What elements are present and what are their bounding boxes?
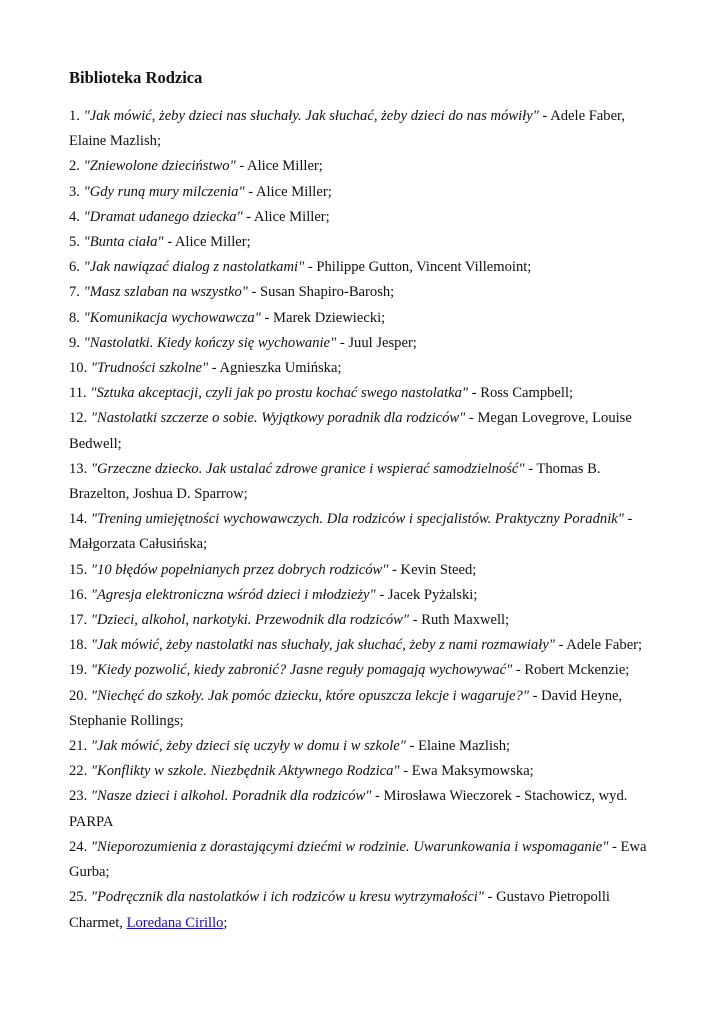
entry-number: 4.	[69, 208, 84, 225]
entry-number: 13.	[69, 460, 91, 477]
book-author: - Kevin Steed;	[388, 561, 477, 578]
entry-number: 14.	[69, 511, 91, 528]
book-title: "Nasze dzieci i alkohol. Poradnik dla rodziców"	[90, 788, 372, 805]
book-entry-16	[69, 583, 659, 608]
entry-number: 3.	[69, 183, 84, 200]
book-title: "Bunta ciała"	[83, 234, 164, 251]
book-author: - Agnieszka Umińska;	[208, 360, 342, 377]
book-entry-7	[69, 280, 659, 305]
book-title: "Niechęć do szkoły. Jak pomóc dziecku, które opuszcza lekcje i wagaruje?"	[90, 687, 529, 704]
entry-number: 12.	[69, 410, 91, 427]
book-entry-8	[69, 306, 659, 331]
book-author: - Philippe Gutton, Vincent Villemoint;	[304, 259, 532, 276]
book-entry-24	[69, 835, 659, 885]
book-entry-22	[69, 759, 659, 784]
book-entry-25	[69, 885, 659, 935]
book-author: - Robert Mckenzie;	[512, 662, 630, 679]
book-title: "Dzieci, alkohol, narkotyki. Przewodnik dla rodziców"	[90, 612, 410, 629]
book-title: "Jak mówić, żeby dzieci się uczyły w domu i w szkole"	[90, 738, 406, 755]
entry-number: 20.	[69, 687, 91, 704]
book-title: "Konflikty w szkole. Niezbędnik Aktywnego Rodzica"	[90, 763, 400, 780]
book-author: - Thomas B. Brazelton, Joshua D. Sparrow;	[69, 460, 601, 503]
book-entry-17	[69, 608, 659, 633]
entry-number: 9.	[69, 334, 84, 351]
book-title: "Grzeczne dziecko. Jak ustalać zdrowe granice i wspierać samodzielność"	[90, 460, 525, 477]
book-author: - Alice Miller;	[163, 234, 251, 251]
entry-number: 19.	[69, 662, 91, 679]
book-title: "Nastolatki. Kiedy kończy się wychowanie"	[83, 334, 337, 351]
book-author: - Susan Shapiro-Barosh;	[247, 284, 395, 301]
book-title: "Komunikacja wychowawcza"	[83, 309, 261, 326]
entry-number: 6.	[69, 259, 84, 276]
book-entry-13	[69, 457, 659, 507]
book-author: - Ewa Gurba;	[69, 838, 647, 881]
book-author: - Mirosława Wieczorek - Stachowicz, wyd. PARPA	[69, 788, 628, 830]
entry-number: 21.	[69, 738, 91, 755]
book-author: - David Heyne, Stephanie Rollings;	[69, 687, 623, 729]
entry-number: 5.	[69, 234, 84, 251]
entry-number: 8.	[69, 309, 84, 326]
document-page	[69, 68, 659, 936]
book-entry-15	[69, 558, 659, 583]
book-title: "Trudności szkolne"	[90, 360, 209, 377]
entry-number: 11.	[69, 385, 91, 402]
entry-number: 2.	[69, 158, 84, 175]
book-entry-10	[69, 356, 659, 381]
book-title: "Kiedy pozwolić, kiedy zabronić? Jasne reguły pomagają wychowywać"	[90, 662, 513, 679]
book-title: "Zniewolone dzieciństwo"	[83, 158, 236, 175]
book-author: - Małgorzata Całusińska;	[69, 511, 633, 553]
entry-number: 24.	[69, 838, 91, 855]
book-title: "Jak nawiązać dialog z nastolatkami"	[83, 259, 305, 276]
book-title: "Podręcznik dla nastolatków i ich rodziców u kresu wytrzymałości"	[90, 889, 484, 906]
book-author: - Gustavo Pietropolli Charmet,	[69, 889, 610, 931]
book-entry-14	[69, 507, 659, 557]
entry-number: 23.	[69, 788, 91, 805]
book-author: - Juul Jesper;	[336, 334, 417, 351]
book-title: "Nastolatki szczerze o sobie. Wyjątkowy poradnik dla rodziców"	[90, 410, 466, 427]
book-author: - Ruth Maxwell;	[409, 612, 510, 629]
book-entry-9	[69, 331, 659, 356]
book-entry-11	[69, 381, 659, 406]
book-entry-19	[69, 658, 659, 683]
author-link[interactable]: Loredana Cirillo	[126, 914, 224, 931]
book-entry-18	[69, 633, 659, 658]
book-author: - Alice Miller;	[244, 183, 332, 200]
book-list	[69, 104, 659, 936]
book-entry-1	[69, 104, 659, 154]
book-title: "Dramat udanego dziecka"	[83, 208, 243, 225]
book-author: - Jacek Pyżalski;	[375, 586, 478, 603]
document-title: Biblioteka Rodzica	[69, 68, 203, 87]
book-title: "Masz szlaban na wszystko"	[83, 284, 248, 301]
book-entry-3	[69, 180, 659, 205]
entry-number: 10.	[69, 360, 91, 377]
book-title: "Sztuka akceptacji, czyli jak po prostu kochać swego nastolatka"	[90, 385, 469, 402]
book-author: - Adele Faber;	[554, 637, 643, 654]
entry-number: 7.	[69, 284, 84, 301]
entry-number: 22.	[69, 763, 91, 780]
book-author: - Ross Campbell;	[468, 385, 574, 402]
book-title: "Nieporozumienia z dorastającymi dziećmi w rodzinie. Uwarunkowania i wspomaganie"	[90, 838, 609, 855]
book-title: "Jak mówić, żeby dzieci nas słuchały. Jak słuchać, żeby dzieci do nas mówiły"	[83, 108, 539, 124]
book-entry-20	[69, 684, 659, 734]
book-title: "Agresja elektroniczna wśród dzieci i młodzieży"	[90, 586, 376, 603]
entry-number: 15.	[69, 561, 91, 578]
book-entry-23	[69, 784, 659, 834]
book-title: "10 błędów popełnianych przez dobrych rodziców"	[90, 561, 389, 578]
book-author: - Marek Dziewiecki;	[260, 309, 386, 326]
book-title: "Gdy runą mury milczenia"	[83, 183, 245, 200]
book-entry-12	[69, 406, 659, 456]
book-entry-5	[69, 230, 659, 255]
book-author: - Megan Lovegrove, Louise Bedwell;	[69, 410, 632, 452]
entry-number: 18.	[69, 637, 91, 654]
book-author: - Ewa Maksymowska;	[399, 763, 534, 780]
book-author: - Adele Faber, Elaine Mazlish;	[69, 108, 625, 150]
entry-end: ;	[223, 914, 228, 931]
entry-number: 16.	[69, 586, 91, 603]
book-entry-4	[69, 205, 659, 230]
book-author: - Alice Miller;	[242, 208, 330, 225]
book-entry-21	[69, 734, 659, 759]
book-title: "Jak mówić, żeby nastolatki nas słuchały, jak słuchać, żeby z nami rozmawiały"	[90, 637, 555, 654]
book-title: "Trening umiejętności wychowawczych. Dla rodziców i specjalistów. Praktyczny Poradnik"	[90, 511, 624, 528]
entry-number: 17.	[69, 612, 91, 629]
entry-number: 1.	[69, 108, 84, 124]
book-author: - Elaine Mazlish;	[405, 738, 511, 755]
entry-number: 25.	[69, 889, 91, 906]
book-author: - Alice Miller;	[235, 158, 323, 175]
book-entry-2	[69, 154, 659, 179]
book-entry-6	[69, 255, 659, 280]
